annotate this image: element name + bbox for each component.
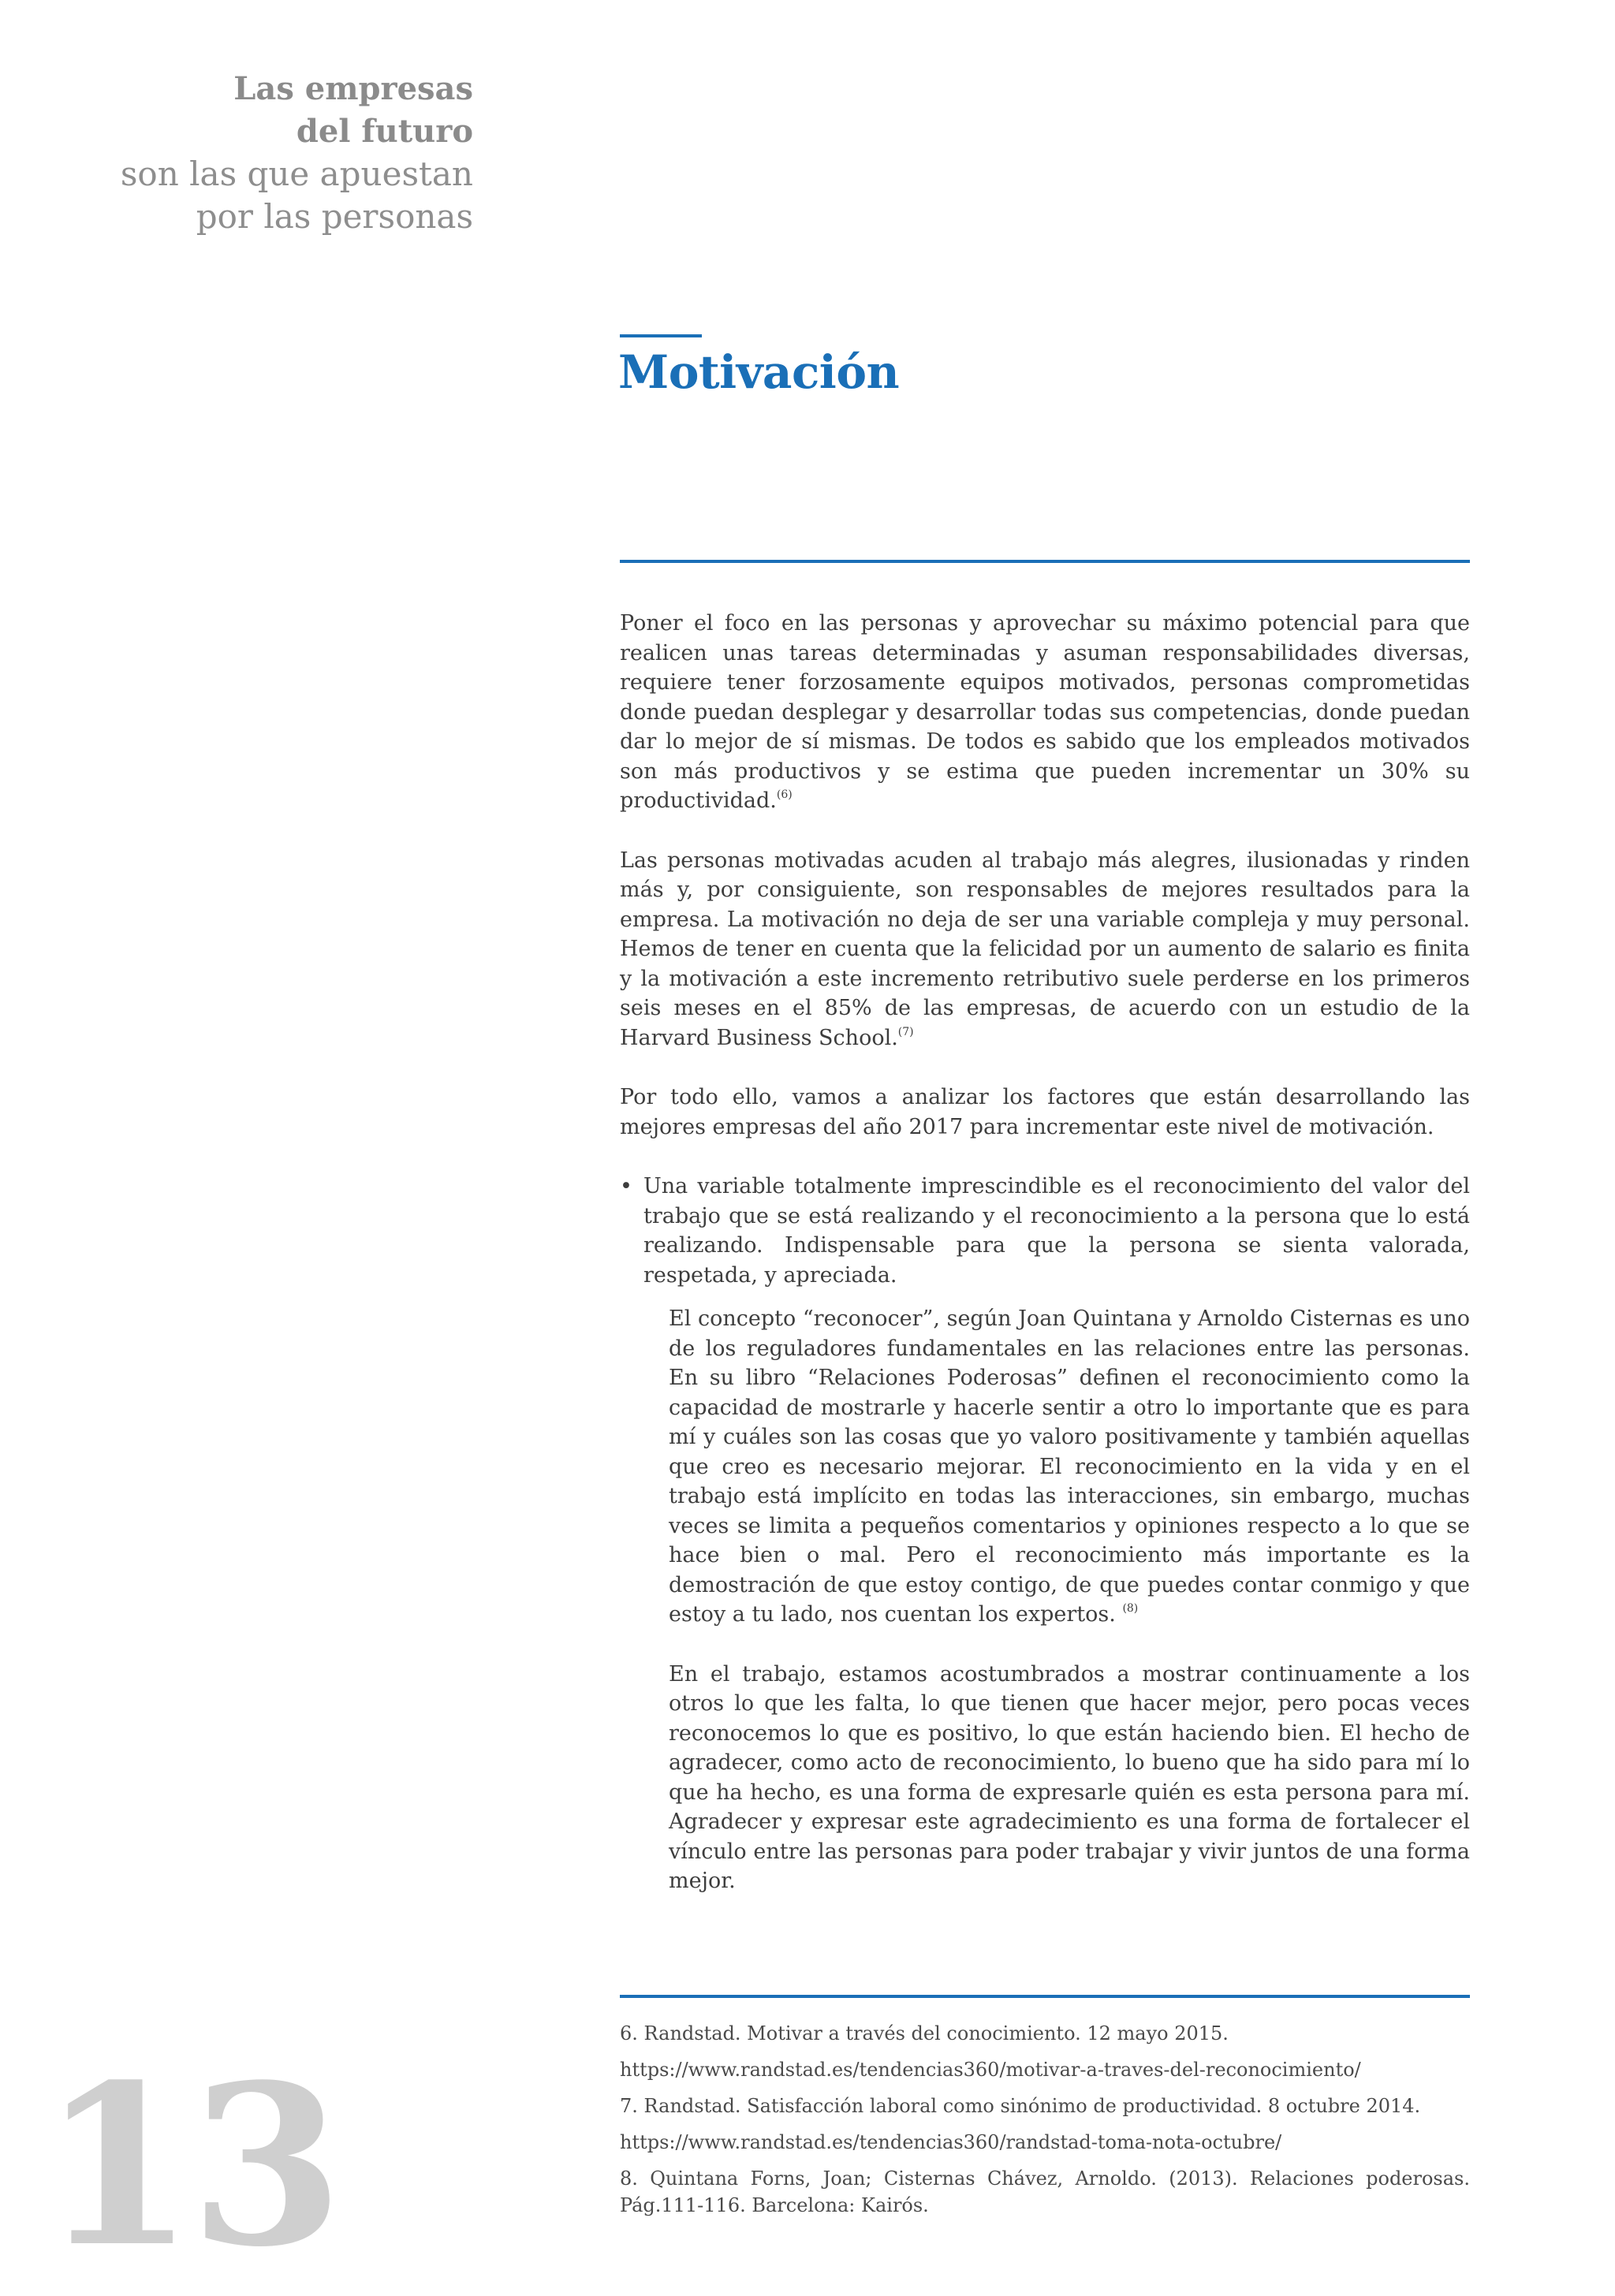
indented-paragraph-1 xyxy=(669,1304,1470,1630)
page-number: 13 xyxy=(41,2037,339,2296)
bullet-text: Una variable totalmente imprescindible es el reconocimiento del valor del trabajo que se está realizando y el reconocimiento a la persona que lo está realizando. Indispensable para que la persona se sienta valorada, respetada, y apreciada. xyxy=(643,1174,1470,1288)
side-title-light-line-2: por las personas xyxy=(196,197,473,236)
footnote-6: 6. Randstad. Motivar a través del conocimiento. 12 mayo 2015. xyxy=(620,2022,1229,2044)
indented-paragraph-1-text: El concepto “reconocer”, según Joan Quintana y Arnoldo Cisternas es uno de los reguladores fundamentales en las relaciones entre las personas. En su libro “Relaciones Poderosas” definen el reconocimiento como la capacidad de mostrarle y hacerle sentir a otro lo importante que es para mí y cuáles son las cosas que yo valoro positivamente y también aquellas que creo es necesario mejorar. El reconocimiento en la vida y en el trabajo está implícito en todas las interacciones, sin embargo, muchas veces se limita a pequeños comentarios y opiniones respecto a lo que se hace bien o mal. Pero el reconocimiento más importante es la demostración de que estoy contigo, de que puedes contar conmigo y que estoy a tu lado, nos cuentan los expertos. xyxy=(669,1306,1470,1627)
bullet-item xyxy=(620,1172,1470,1290)
paragraph-2-text: Las personas motivadas acuden al trabajo más alegres, ilusionadas y rinden más y, por consiguiente, son responsables de mejores resultados para la empresa. La motivación no deja de ser una variable compleja y muy personal. Hemos de tener en cuenta que la felicidad por un aumento de salario es finita y la motivación a este incremento retributivo suele perderse en los primeros seis meses en el 85% de las empresas, de acuerdo con un estudio de la Harvard Business School. xyxy=(620,848,1470,1050)
footnote-8: 8. Quintana Forns, Joan; Cisternas Chávez, Arnoldo. (2013). Relaciones poderosas. Pág.111-116. Barcelona: Kairós. xyxy=(620,2167,1470,2216)
footnote-divider xyxy=(620,1995,1470,1998)
side-title-bold-line-1: Las empresas xyxy=(233,70,473,107)
paragraph-2 xyxy=(620,846,1470,1053)
footnote-ref-8: (8) xyxy=(1122,1602,1139,1615)
side-title-light-line-1: son las que apuestan xyxy=(120,155,473,193)
paragraph-1-text: Poner el foco en las personas y aprovechar su máximo potencial para que realicen unas tareas determinadas y asuman responsabilidades diversas, requiere tener forzosamente equipos motivados, personas comprometidas donde puedan desplegar y desarrollar todas sus competencias, donde puedan dar lo mejor de sí mismas. De todos es sabido que los empleados motivados son más productivos y se estima que pueden incrementar un 30% su productividad. xyxy=(620,611,1470,813)
footnote-ref-7: (7) xyxy=(897,1025,914,1038)
body-text xyxy=(620,609,1470,1926)
footnote-7-url[interactable]: https://www.randstad.es/tendencias360/randstad-toma-nota-octubre/ xyxy=(620,2131,1282,2153)
footnote-ref-6: (6) xyxy=(776,788,793,801)
paragraph-1 xyxy=(620,609,1470,816)
footnote-6-url[interactable]: https://www.randstad.es/tendencias360/motivar-a-traves-del-reconocimiento/ xyxy=(620,2059,1361,2081)
indented-block xyxy=(620,1304,1470,1896)
paragraph-3: Por todo ello, vamos a analizar los factores que están desarrollando las mejores empresas del año 2017 para incrementar este nivel de motivación. xyxy=(620,1085,1470,1139)
section-divider xyxy=(620,560,1470,563)
footnotes xyxy=(620,2020,1470,2228)
bullet-marker: • xyxy=(620,1174,632,1198)
footnote-7: 7. Randstad. Satisfacción laboral como sinónimo de productividad. 8 octubre 2014. xyxy=(620,2095,1421,2117)
indented-paragraph-2: En el trabajo, estamos acostumbrados a mostrar continuamente a los otros lo que les falta, lo que tienen que hacer mejor, pero pocas veces reconocemos lo que es positivo, lo que están haciendo bien. El hecho de agradecer, como acto de reconocimiento, lo bueno que ha sido para mí lo que ha hecho, es una forma de expresarle quién es esta persona para mí. Agradecer y expresar este agradecimiento es una forma de fortalecer el vínculo entre las personas para poder trabajar y vivir juntos de una forma mejor. xyxy=(669,1661,1470,1893)
heading-accent-rule xyxy=(620,334,702,337)
section-heading: Motivación xyxy=(618,345,900,399)
side-title-bold-line-2: del futuro xyxy=(296,113,473,150)
side-title xyxy=(121,68,473,238)
